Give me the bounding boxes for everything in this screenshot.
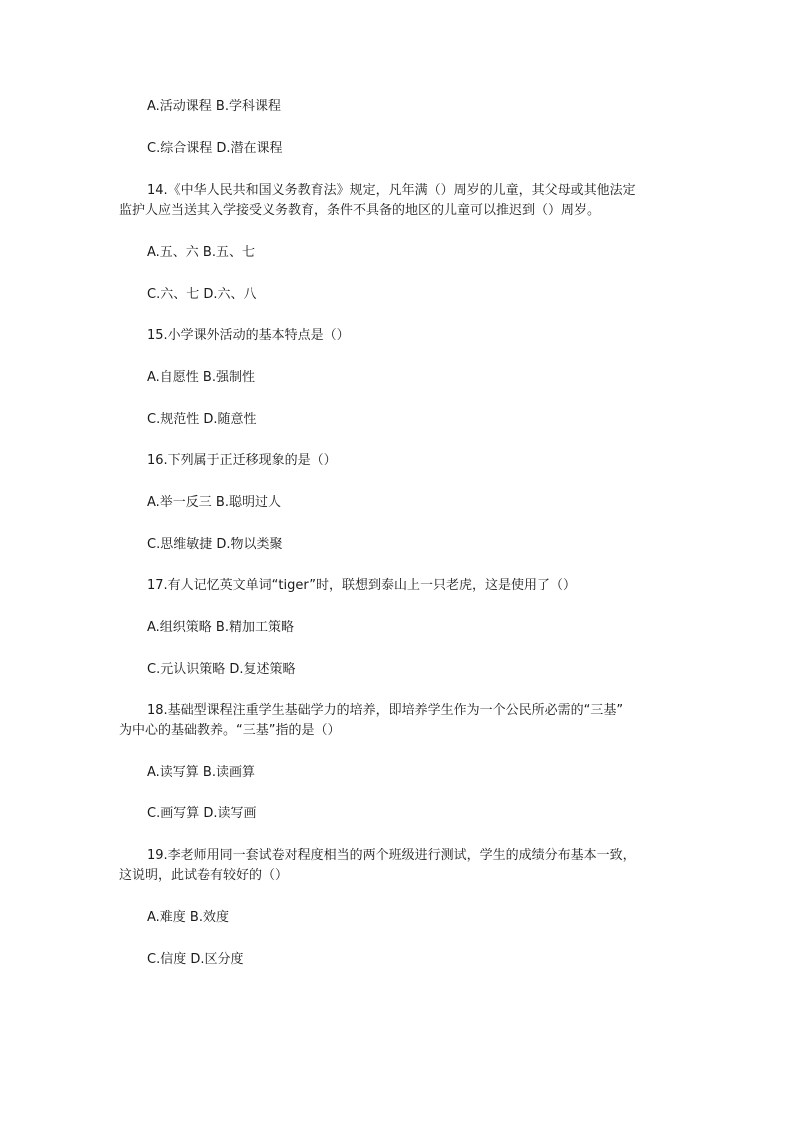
- q14-options-ab: A.五、六 B.五、七: [147, 245, 255, 260]
- q17-options-cd: C.元认识策略 D.复述策略: [147, 662, 296, 677]
- q19-stem-line1: 19.李老师用同一套试卷对程度相当的两个班级进行测试，学生的成绩分布基本一致，: [147, 848, 636, 863]
- q17-options-ab: A.组织策略 B.精加工策略: [147, 620, 294, 635]
- q19-stem-line2: 这说明，此试卷有较好的（）: [119, 868, 289, 883]
- q18-options-ab: A.读写算 B.读画算: [147, 765, 255, 780]
- q18-stem-line2: 为中心的基础教养。“三基”指的是（）: [119, 723, 341, 738]
- q16-options-cd: C.思维敏捷 D.物以类聚: [147, 537, 283, 552]
- q15-options-ab: A.自愿性 B.强制性: [147, 370, 255, 385]
- q14-stem-line2: 监护人应当送其入学接受义务教育，条件不具备的地区的儿童可以推迟到（）周岁。: [119, 203, 601, 218]
- q13-options-cd: C.综合课程 D.潜在课程: [147, 141, 283, 156]
- q19-options-cd: C.信度 D.区分度: [147, 952, 244, 967]
- q15-options-cd: C.规范性 D.随意性: [147, 412, 257, 427]
- q14-stem-line1: 14.《中华人民共和国义务教育法》规定，凡年满（）周岁的儿童，其父母或其他法定: [147, 183, 636, 198]
- q16-options-ab: A.举一反三 B.聪明过人: [147, 495, 281, 510]
- q14-options-cd: C.六、七 D.六、八: [147, 287, 257, 302]
- q17-stem: 17.有人记忆英文单词“tiger”时，联想到泰山上一只老虎，这是使用了（）: [147, 578, 576, 593]
- q16-stem: 16.下列属于正迁移现象的是（）: [147, 453, 337, 468]
- q15-stem: 15.小学课外活动的基本特点是（）: [147, 328, 350, 343]
- q18-stem-line1: 18.基础型课程注重学生基础学力的培养，即培养学生作为一个公民所必需的“三基”: [147, 703, 624, 718]
- q13-options-ab: A.活动课程 B.学科课程: [147, 99, 281, 114]
- q18-options-cd: C.画写算 D.读写画: [147, 806, 257, 821]
- q19-options-ab: A.难度 B.效度: [147, 910, 229, 925]
